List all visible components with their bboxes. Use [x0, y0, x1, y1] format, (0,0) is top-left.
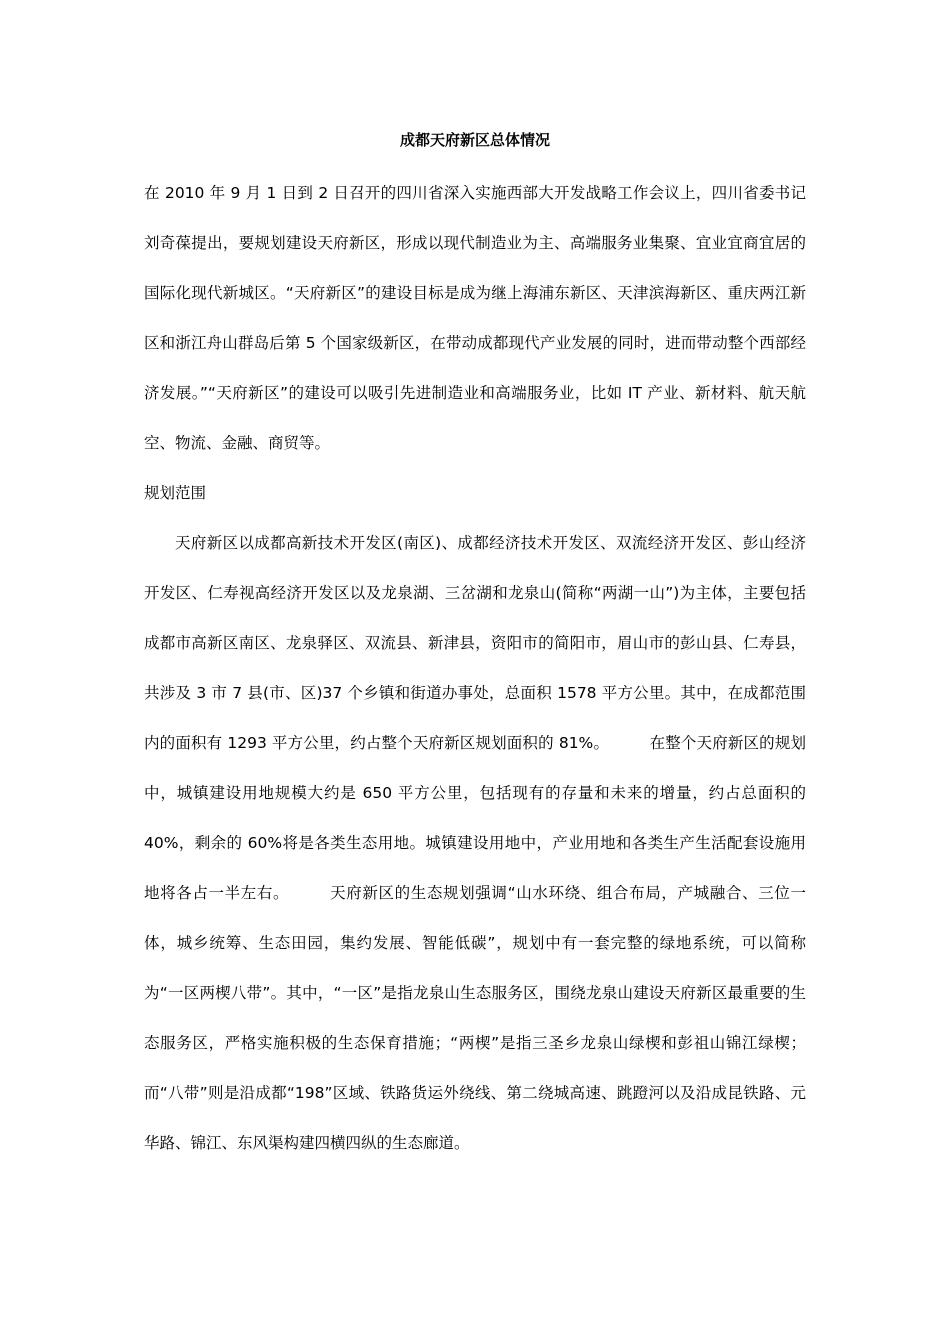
document-body [144, 168, 806, 1168]
scope-text-part-3: 天府新区的生态规划强调“山水环绕、组合布局，产城融合、三位一体，城乡统筹、生态田园，集约发展、智能低碳”，规划中有一套完整的绿地系统，可以简称为“一区两楔八带”。其中，“一区”是指龙泉山生态服务区，围绕龙泉山建设天府新区最重要的生态服务区，严格实施积极的生态保育措施；“两楔”是指三圣乡龙泉山绿楔和彭祖山锦江绿楔；而“八带”则是沿成都“198”区域、铁路货运外绕线、第二绕城高速、跳蹬河以及沿成昆铁路、元华路、锦江、东风渠构建四横四纵的生态廊道。 [144, 884, 806, 1152]
intro-paragraph: 在 2010 年 9 月 1 日到 2 日召开的四川省深入实施西部大开发战略工作会议上，四川省委书记刘奇葆提出，要规划建设天府新区，形成以现代制造业为主、高端服务业集聚、宜业宜商宜居的国际化现代新城区。“天府新区”的建设目标是成为继上海浦东新区、天津滨海新区、重庆两江新区和浙江舟山群岛后第 5 个国家级新区，在带动成都现代产业发展的同时，进而带动整个西部经济发展。”“天府新区”的建设可以吸引先进制造业和高端服务业，比如 IT 产业、新材料、航天航空、物流、金融、商贸等。 [144, 184, 806, 452]
document-title: 成都天府新区总体情况 [399, 131, 550, 149]
scope-text-part-1: 天府新区以成都高新技术开发区(南区)、成都经济技术开发区、双流经济开发区、彭山经济开发区、仁寿视高经济开发区以及龙泉湖、三岔湖和龙泉山(简称“两湖一山”)为主体，主要包括成都市高新区南区、龙泉驿区、双流县、新津县，资阳市的简阳市，眉山市的彭山县、仁寿县，共涉及 3 市 7 县(市、区)37 个乡镇和街道办事处，总面积 1578 平方公里。其中，在成都范围内的面积有 1293 平方公里，约占整个天府新区规划面积的 81%。 [144, 534, 806, 752]
section-heading: 规划范围 [144, 484, 207, 502]
scope-text-part-2: 在整个天府新区的规划中，城镇建设用地规模大约是 650 平方公里，包括现有的存量和未来的增量，约占总面积的 40%，剩余的 60%将是各类生态用地。城镇建设用地中，产业用地和各类生产生活配套设施用地将各占一半左右。 [144, 734, 806, 902]
scope-paragraph [144, 518, 806, 1168]
